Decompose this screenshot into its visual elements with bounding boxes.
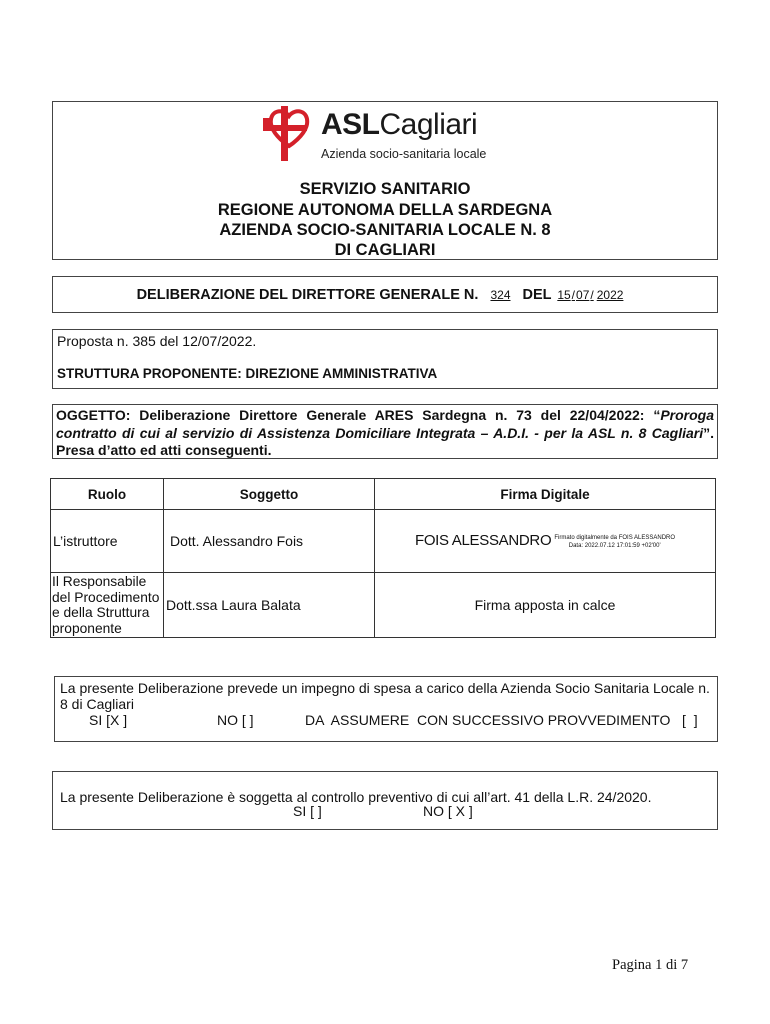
digital-signature-detail: Firmato digitalmente da FOIS ALESSANDRO Data: 2022.07.12 17:01:59 +02'00' — [554, 534, 676, 549]
delibera-box — [52, 276, 718, 313]
controllo-si: SI [ ] — [293, 803, 322, 819]
row2-ruolo: Il Responsabile del Procedimento e della Struttura proponente — [51, 573, 164, 638]
header-line-3: AZIENDA SOCIO-SANITARIA LOCALE N. 8 — [219, 221, 551, 239]
oggetto-suffix: ”. Presa d’atto ed atti conseguenti. — [56, 424, 714, 458]
table-header-row — [51, 479, 716, 510]
table-row — [51, 510, 716, 573]
delibera-number: 324 — [490, 288, 511, 302]
oggetto-prefix: OGGETTO: Deliberazione Direttore Generale ARES Sardegna n. 73 del 22/04/2022: “ — [56, 407, 661, 423]
header-ruolo: Ruolo — [51, 479, 164, 510]
row1-ruolo: L’istruttore — [51, 510, 164, 573]
header-soggetto: Soggetto — [164, 479, 375, 510]
delibera-day: 15 — [557, 288, 571, 302]
proposta-box — [52, 329, 718, 389]
header-box — [52, 101, 718, 260]
asl-logo — [261, 106, 501, 162]
digital-signature-name: FOIS ALESSANDRO — [414, 532, 552, 550]
impegno-da-assumere: DA ASSUMERE CON SUCCESSIVO PROVVEDIMENTO [ ] — [305, 712, 698, 728]
impegno-text: La presente Deliberazione prevede un impegno di spesa a carico della Azienda Socio Sanitaria Locale n. 8 di Cagliari — [60, 680, 710, 712]
row2-firma: Firma apposta in calce — [375, 573, 716, 638]
impegno-si: SI [X ] — [89, 712, 128, 728]
delibera-year: 2022 — [596, 288, 624, 302]
delibera-line: DELIBERAZIONE DEL DIRETTORE GENERALE N. 324 DEL 15/07/ 2022 — [53, 287, 717, 303]
row1-firma — [375, 510, 716, 573]
struttura-proponente: STRUTTURA PROPONENTE: DIREZIONE AMMINISTRATIVA — [57, 366, 438, 381]
oggetto-text — [56, 407, 714, 460]
header-firma: Firma Digitale — [375, 479, 716, 510]
delibera-label: DELIBERAZIONE DEL DIRETTORE GENERALE N. — [136, 287, 479, 303]
impegno-no: NO [ ] — [217, 712, 254, 728]
delibera-month: 07 — [576, 288, 590, 302]
header-line-2: REGIONE AUTONOMA DELLA SARDEGNA — [217, 201, 553, 219]
row2-soggetto: Dott.ssa Laura Balata — [164, 573, 375, 638]
header-line-1: SERVIZIO SANITARIO — [299, 180, 471, 198]
oggetto-italic: Proroga contratto di cui al servizio di Assistenza Domiciliare Integrata – A.D.I. - per la ASL n. 8 Cagliari — [56, 407, 714, 441]
row1-soggetto: Dott. Alessandro Fois — [164, 510, 375, 573]
signature-table — [50, 478, 716, 638]
controllo-no: NO [ X ] — [423, 803, 473, 819]
controllo-box — [52, 771, 718, 830]
controllo-text: La presente Deliberazione è soggetta al controllo preventivo di cui all’art. 41 della L.R. 24/2020. — [60, 789, 652, 805]
logo-tagline: Azienda socio-sanitaria locale — [321, 147, 487, 161]
oggetto-box — [52, 404, 718, 459]
table-row — [51, 573, 716, 638]
logo-wordmark: ASLCagliari — [321, 108, 478, 141]
page-number: Pagina 1 di 7 — [612, 957, 689, 973]
header-line-4: DI CAGLIARI — [334, 241, 436, 259]
impegno-box — [54, 676, 718, 742]
proposta-text: Proposta n. 385 del 12/07/2022. — [57, 333, 257, 349]
delibera-del-label: DEL — [522, 287, 552, 303]
asl-cross-heart-icon — [261, 106, 317, 162]
